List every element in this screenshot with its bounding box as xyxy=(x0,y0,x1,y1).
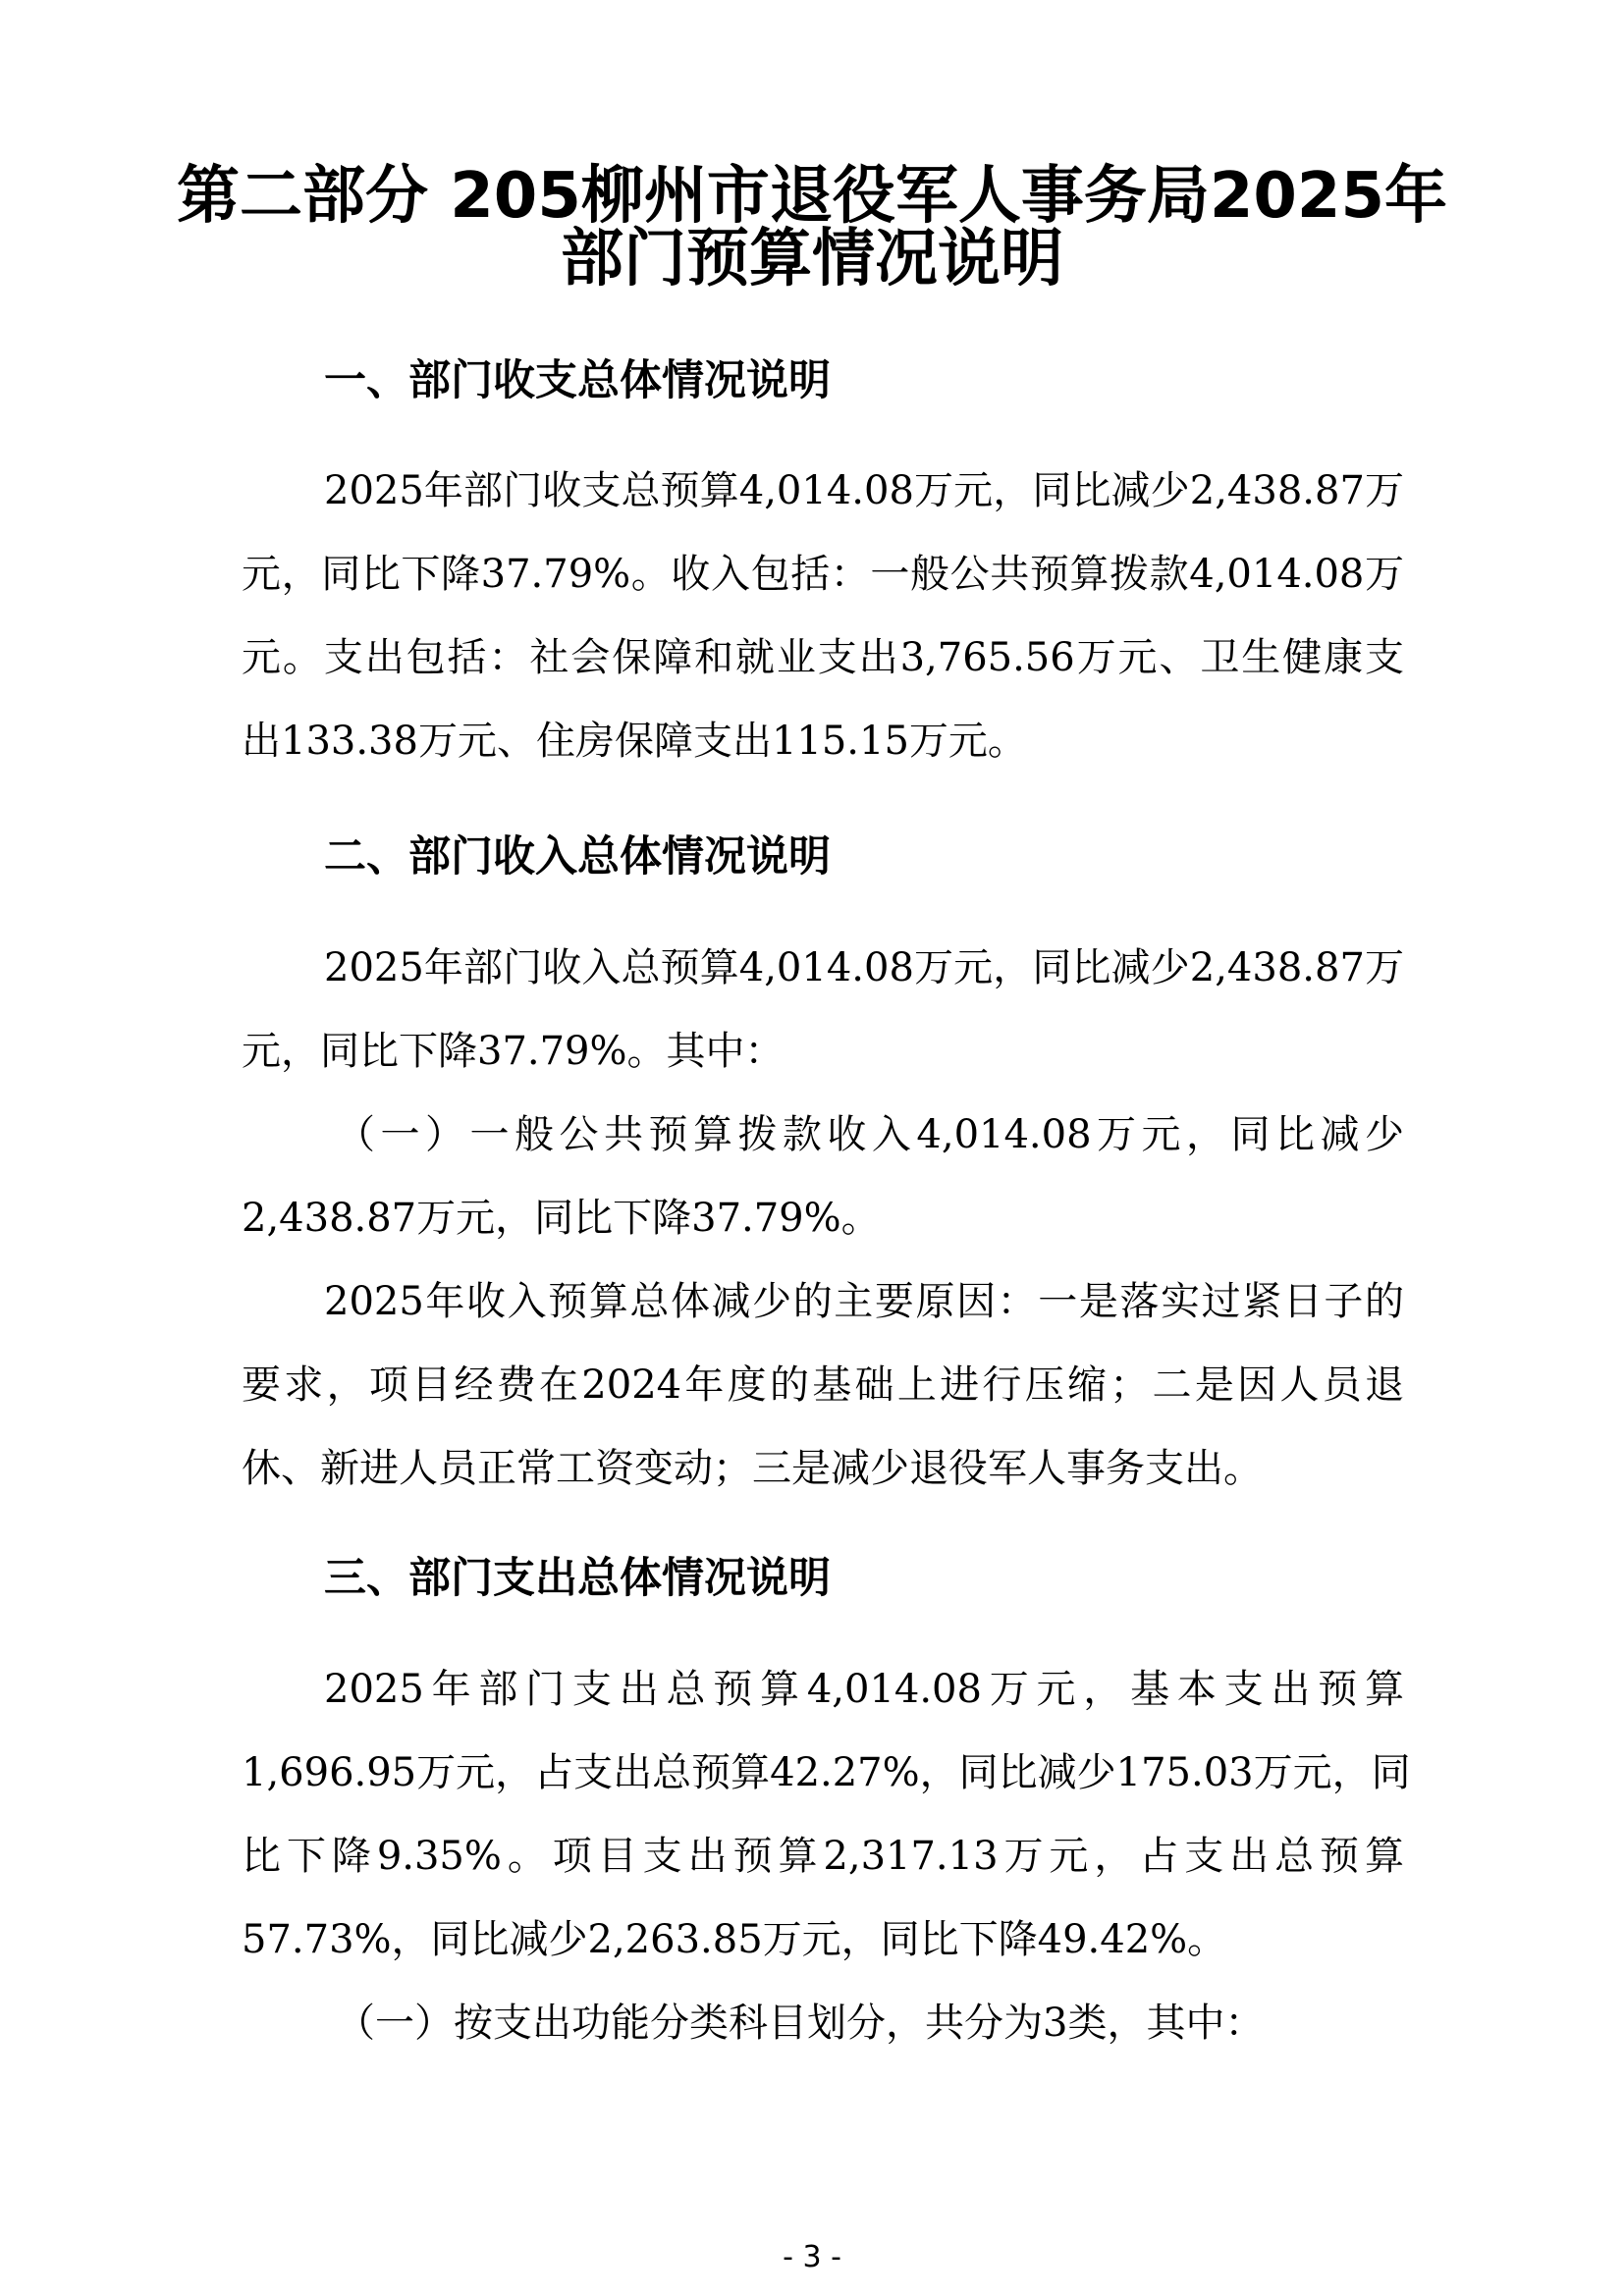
document-title-line-2: 部门预算情况说明 xyxy=(561,223,1063,295)
paragraph-line: 要求，项目经费在2024年度的基础上进行压缩；二是因人员退 xyxy=(242,1362,1404,1408)
paragraph-line: 2025年部门支出总预算4,014.08万元，基本支出预算 xyxy=(324,1667,1404,1712)
paragraph-line: 休、新进人员正常工资变动；三是减少退役军人事务支出。 xyxy=(242,1446,1263,1491)
paragraph-line: 元，同比下降37.79%。其中： xyxy=(242,1029,785,1074)
document-title-line-1: 第二部分 205柳州市退役军人事务局2025年 xyxy=(177,160,1447,233)
paragraph-line: 2025年收入预算总体减少的主要原因：一是落实过紧日子的 xyxy=(324,1279,1404,1324)
section-heading-income: 二、部门收入总体情况说明 xyxy=(324,832,831,881)
paragraph-line: 元。支出包括：社会保障和就业支出3,765.56万元、卫生健康支 xyxy=(242,635,1404,680)
section-heading-expenditure: 三、部门支出总体情况说明 xyxy=(324,1554,831,1603)
paragraph-line: 2,438.87万元，同比下降37.79%。 xyxy=(242,1196,881,1241)
page-number: - 3 - xyxy=(783,2240,841,2274)
section-heading-overview: 一、部门收支总体情况说明 xyxy=(324,356,831,405)
paragraph-line: 比下降9.35%。项目支出预算2,317.13万元，占支出总预算 xyxy=(242,1834,1404,1879)
paragraph-line: 元，同比下降37.79%。收入包括：一般公共预算拨款4,014.08万 xyxy=(242,552,1404,597)
paragraph-line: （一）按支出功能分类科目划分，共分为3类，其中： xyxy=(336,2001,1265,2046)
paragraph-line: 2025年部门收支总预算4,014.08万元，同比减少2,438.87万 xyxy=(324,468,1404,513)
paragraph-line: 2025年部门收入总预算4,014.08万元，同比减少2,438.87万 xyxy=(324,945,1404,990)
paragraph-line: （一）一般公共预算拨款收入4,014.08万元，同比减少 xyxy=(336,1112,1404,1157)
paragraph-line: 出133.38万元、住房保障支出115.15万元。 xyxy=(242,719,1027,764)
paragraph-line: 57.73%，同比减少2,263.85万元，同比下降49.42%。 xyxy=(242,1917,1227,1962)
paragraph-line: 1,696.95万元，占支出总预算42.27%，同比减少175.03万元，同 xyxy=(242,1750,1411,1795)
